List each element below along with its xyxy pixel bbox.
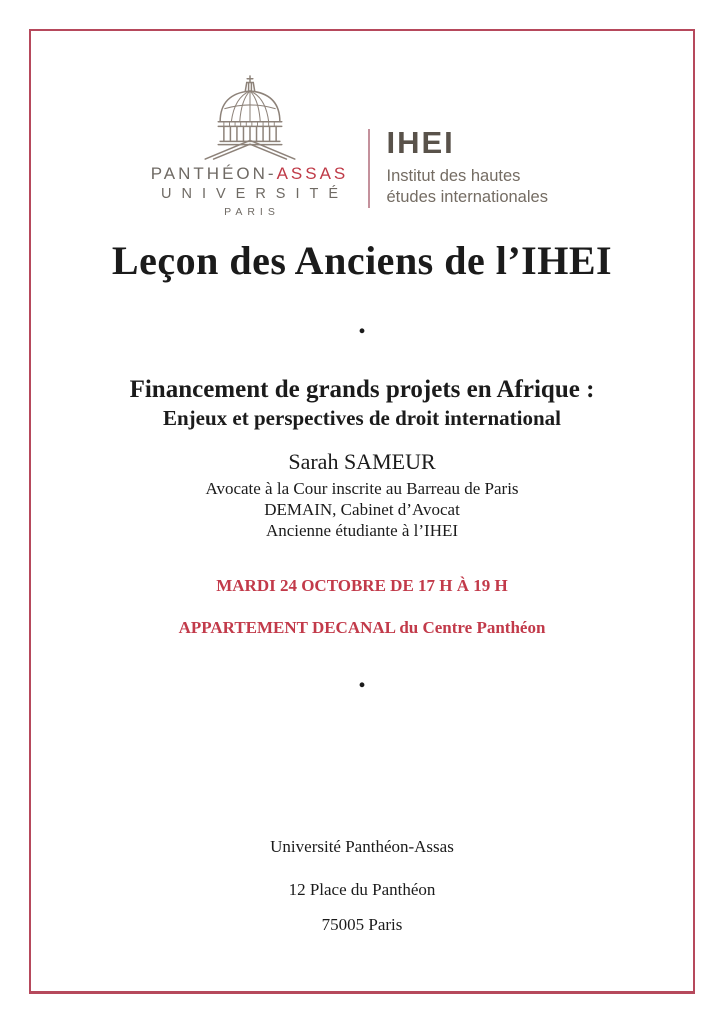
- event-location: APPARTEMENT DECANAL du Centre Panthéon: [178, 618, 546, 637]
- ihei-acronym: IHEI: [386, 125, 455, 160]
- separator-dot-1: .: [358, 307, 366, 340]
- subtitle-line-1: Financement de grands projets en Afrique :: [129, 376, 595, 403]
- footer-address-line2: 12 Place du Panthéon: [288, 880, 436, 899]
- university-name: [151, 164, 349, 184]
- header-logos: [31, 75, 693, 218]
- page-title: Leçon des Anciens de l’IHEI: [111, 238, 613, 283]
- ihei-logo: [387, 127, 573, 208]
- ihei-subtitle: [387, 166, 573, 208]
- separator-dot-2: .: [358, 661, 366, 694]
- speaker-name: Sarah SAMEUR: [288, 449, 436, 474]
- subtitle-line-2: Enjeux et perspectives de droit international: [163, 406, 561, 430]
- event-datetime: MARDI 24 OCTOBRE DE 17 H À 19 H: [216, 576, 508, 595]
- footer-address-line3: 75005 Paris: [321, 915, 403, 934]
- university-word-paris: PARIS: [224, 206, 280, 218]
- speaker-role-1: Avocate à la Cour inscrite au Barreau de Paris: [205, 479, 519, 498]
- university-name-gray: PANTHÉON-: [150, 164, 277, 183]
- university-name-red: ASSAS: [276, 164, 349, 183]
- logo-divider: [368, 129, 370, 208]
- page-frame: [29, 29, 695, 994]
- university-logo: [152, 75, 348, 218]
- pantheon-dome-icon: [194, 75, 306, 161]
- ihei-subtitle-line2: études internationales: [386, 188, 548, 207]
- speaker-role-3: Ancienne étudiante à l’IHEI: [265, 521, 459, 540]
- university-word-universite: UNIVERSITÉ: [161, 186, 349, 202]
- ihei-subtitle-line1: Institut des hautes: [386, 167, 521, 185]
- speaker-roles: [31, 478, 693, 541]
- footer-address-line1: Université Panthéon-Assas: [270, 837, 454, 856]
- speaker-role-2: DEMAIN, Cabinet d’Avocat: [264, 500, 460, 519]
